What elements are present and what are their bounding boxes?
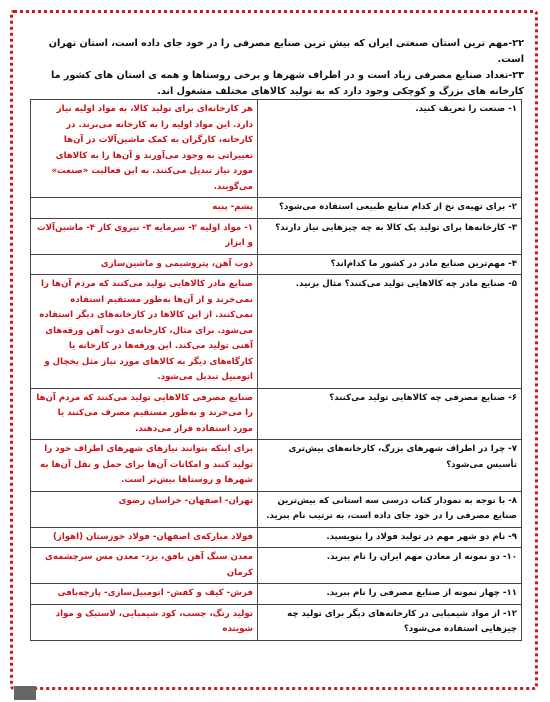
answer-cell: هر کارخانه‌ای برای تولید کالا، به مواد اولیه نیاز دارد. این مواد اولیه را به کارخانه می‌برند. در کارخانه، کارگران به کمک ماشین‌آلات در آن‌ها تغییراتی به وجود می‌آورند و آن‌ها را به کالاهای مورد نیاز تبدیل می‌کنند. به این فعالیت «صنعت» می‌گویند. xyxy=(31,100,258,198)
intro-text xyxy=(26,36,524,100)
intro-line-23: ۲۳-تعداد صنایع مصرفی زیاد است و در اطراف شهرها و برخی روستاها و همه ی استان های کشور ما کارخانه های بزرگ و کوچکی وجود دارد که به تولید کالاهای مختلف مشغول اند. xyxy=(51,70,524,97)
table-row xyxy=(31,388,522,440)
table-row xyxy=(31,218,522,254)
corner-tab xyxy=(14,686,36,700)
answer-cell: صنایع مادر کالاهایی تولید می‌کنند که مردم آن‌ها را نمی‌خرند و از آن‌ها به‌طور مستقیم استفاده نمی‌کنند. از این کالاها در کارخانه‌های دیگر استفاده می‌شود. برای مثال، کارخانه‌ی ذوب آهن ورقه‌های آهنی تولید می‌کند. این ورقه‌ها در کارخانه یا کارگاه‌های دیگر به کالاهای مورد نیاز مثل یخچال و اتومبیل تبدیل می‌شود. xyxy=(31,275,258,389)
intro-line-22: ۲۲-مهم ترین استان صنعتی ایران که بیش ترین صنایع مصرفی را در خود جای داده است، استان تهران است. xyxy=(48,38,524,65)
question-cell: ۱- صنعت را تعریف کنید. xyxy=(258,100,522,198)
question-cell: ۵- صنایع مادر چه کالاهایی تولید می‌کنند؟ مثال بزنید. xyxy=(258,275,522,389)
question-cell: ۶- صنایع مصرفی چه کالاهایی تولید می‌کنند؟ xyxy=(258,388,522,440)
answer-cell: صنایع مصرفی کالاهایی تولید می‌کنند که مردم آن‌ها را می‌خرند و به‌طور مستقیم مصرف می‌کنند یا مورد استفاده قرار می‌دهند. xyxy=(31,388,258,440)
table-row xyxy=(31,604,522,640)
question-cell: ۱۰- دو نمونه از معادن مهم ایران را نام ببرید. xyxy=(258,548,522,584)
table-row xyxy=(31,440,522,492)
question-cell: ۸- با توجه به نمودار کتاب درسی سه استانی که بیش‌ترین صنایع مصرفی را در خود جای داده است، به ترتیب نام ببرید. xyxy=(258,491,522,527)
question-cell: ۱۱- چهار نمونه از صنایع مصرفی را نام ببرید. xyxy=(258,584,522,605)
table-row xyxy=(31,527,522,548)
table-row xyxy=(31,275,522,389)
table-row xyxy=(31,548,522,584)
table-row xyxy=(31,100,522,198)
table-row xyxy=(31,254,522,275)
answer-cell: برای اینکه بتوانند نیازهای شهرهای اطراف خود را تولید کنند و امکانات آن‌ها برای حمل و نقل آن‌ها به شهرها و روستاها بیش‌تر است. xyxy=(31,440,258,492)
question-cell: ۲- برای تهیه‌ی نخ از کدام منابع طبیعی استفاده می‌شود؟ xyxy=(258,198,522,219)
question-cell: ۳- کارخانه‌ها برای تولید یک کالا به چه چیزهایی نیاز دارند؟ xyxy=(258,218,522,254)
question-cell: ۱۲- از مواد شیمیایی در کارخانه‌های دیگر برای تولید چه چیزهایی استفاده می‌شود؟ xyxy=(258,604,522,640)
table-row xyxy=(31,198,522,219)
question-cell: ۷- چرا در اطراف شهرهای بزرگ، کارخانه‌های بیش‌تری تأسیس می‌شود؟ xyxy=(258,440,522,492)
table-row xyxy=(31,584,522,605)
answer-cell: پشم- پنبه xyxy=(31,198,258,219)
answer-cell: فولاد مبارکه‌ی اصفهان- فولاد خوزستان (اهواز) xyxy=(31,527,258,548)
question-cell: ۴- مهم‌ترین صنایع مادر در کشور ما کدام‌اند؟ xyxy=(258,254,522,275)
answer-cell: فرش- کیف و کفش- اتومبیل‌سازی- پارچه‌بافی xyxy=(31,584,258,605)
qa-table xyxy=(30,99,522,641)
answer-cell: ۱- مواد اولیه ۲- سرمایه ۳- نیروی کار ۴- ماشین‌آلات و ابزار xyxy=(31,218,258,254)
answer-cell: معدن سنگ آهن بافق، یزد- معدن مس سرچشمه‌ی کرمان xyxy=(31,548,258,584)
answer-cell: تهران- اصفهان- خراسان رضوی xyxy=(31,491,258,527)
table-row xyxy=(31,491,522,527)
answer-cell: ذوب آهن، پتروشیمی و ماشین‌سازی xyxy=(31,254,258,275)
answer-cell: تولید رنگ، چسب، کود شیمیایی، لاستیک و مواد شوینده xyxy=(31,604,258,640)
question-cell: ۹- نام دو شهر مهم در تولید فولاد را بنویسید. xyxy=(258,527,522,548)
